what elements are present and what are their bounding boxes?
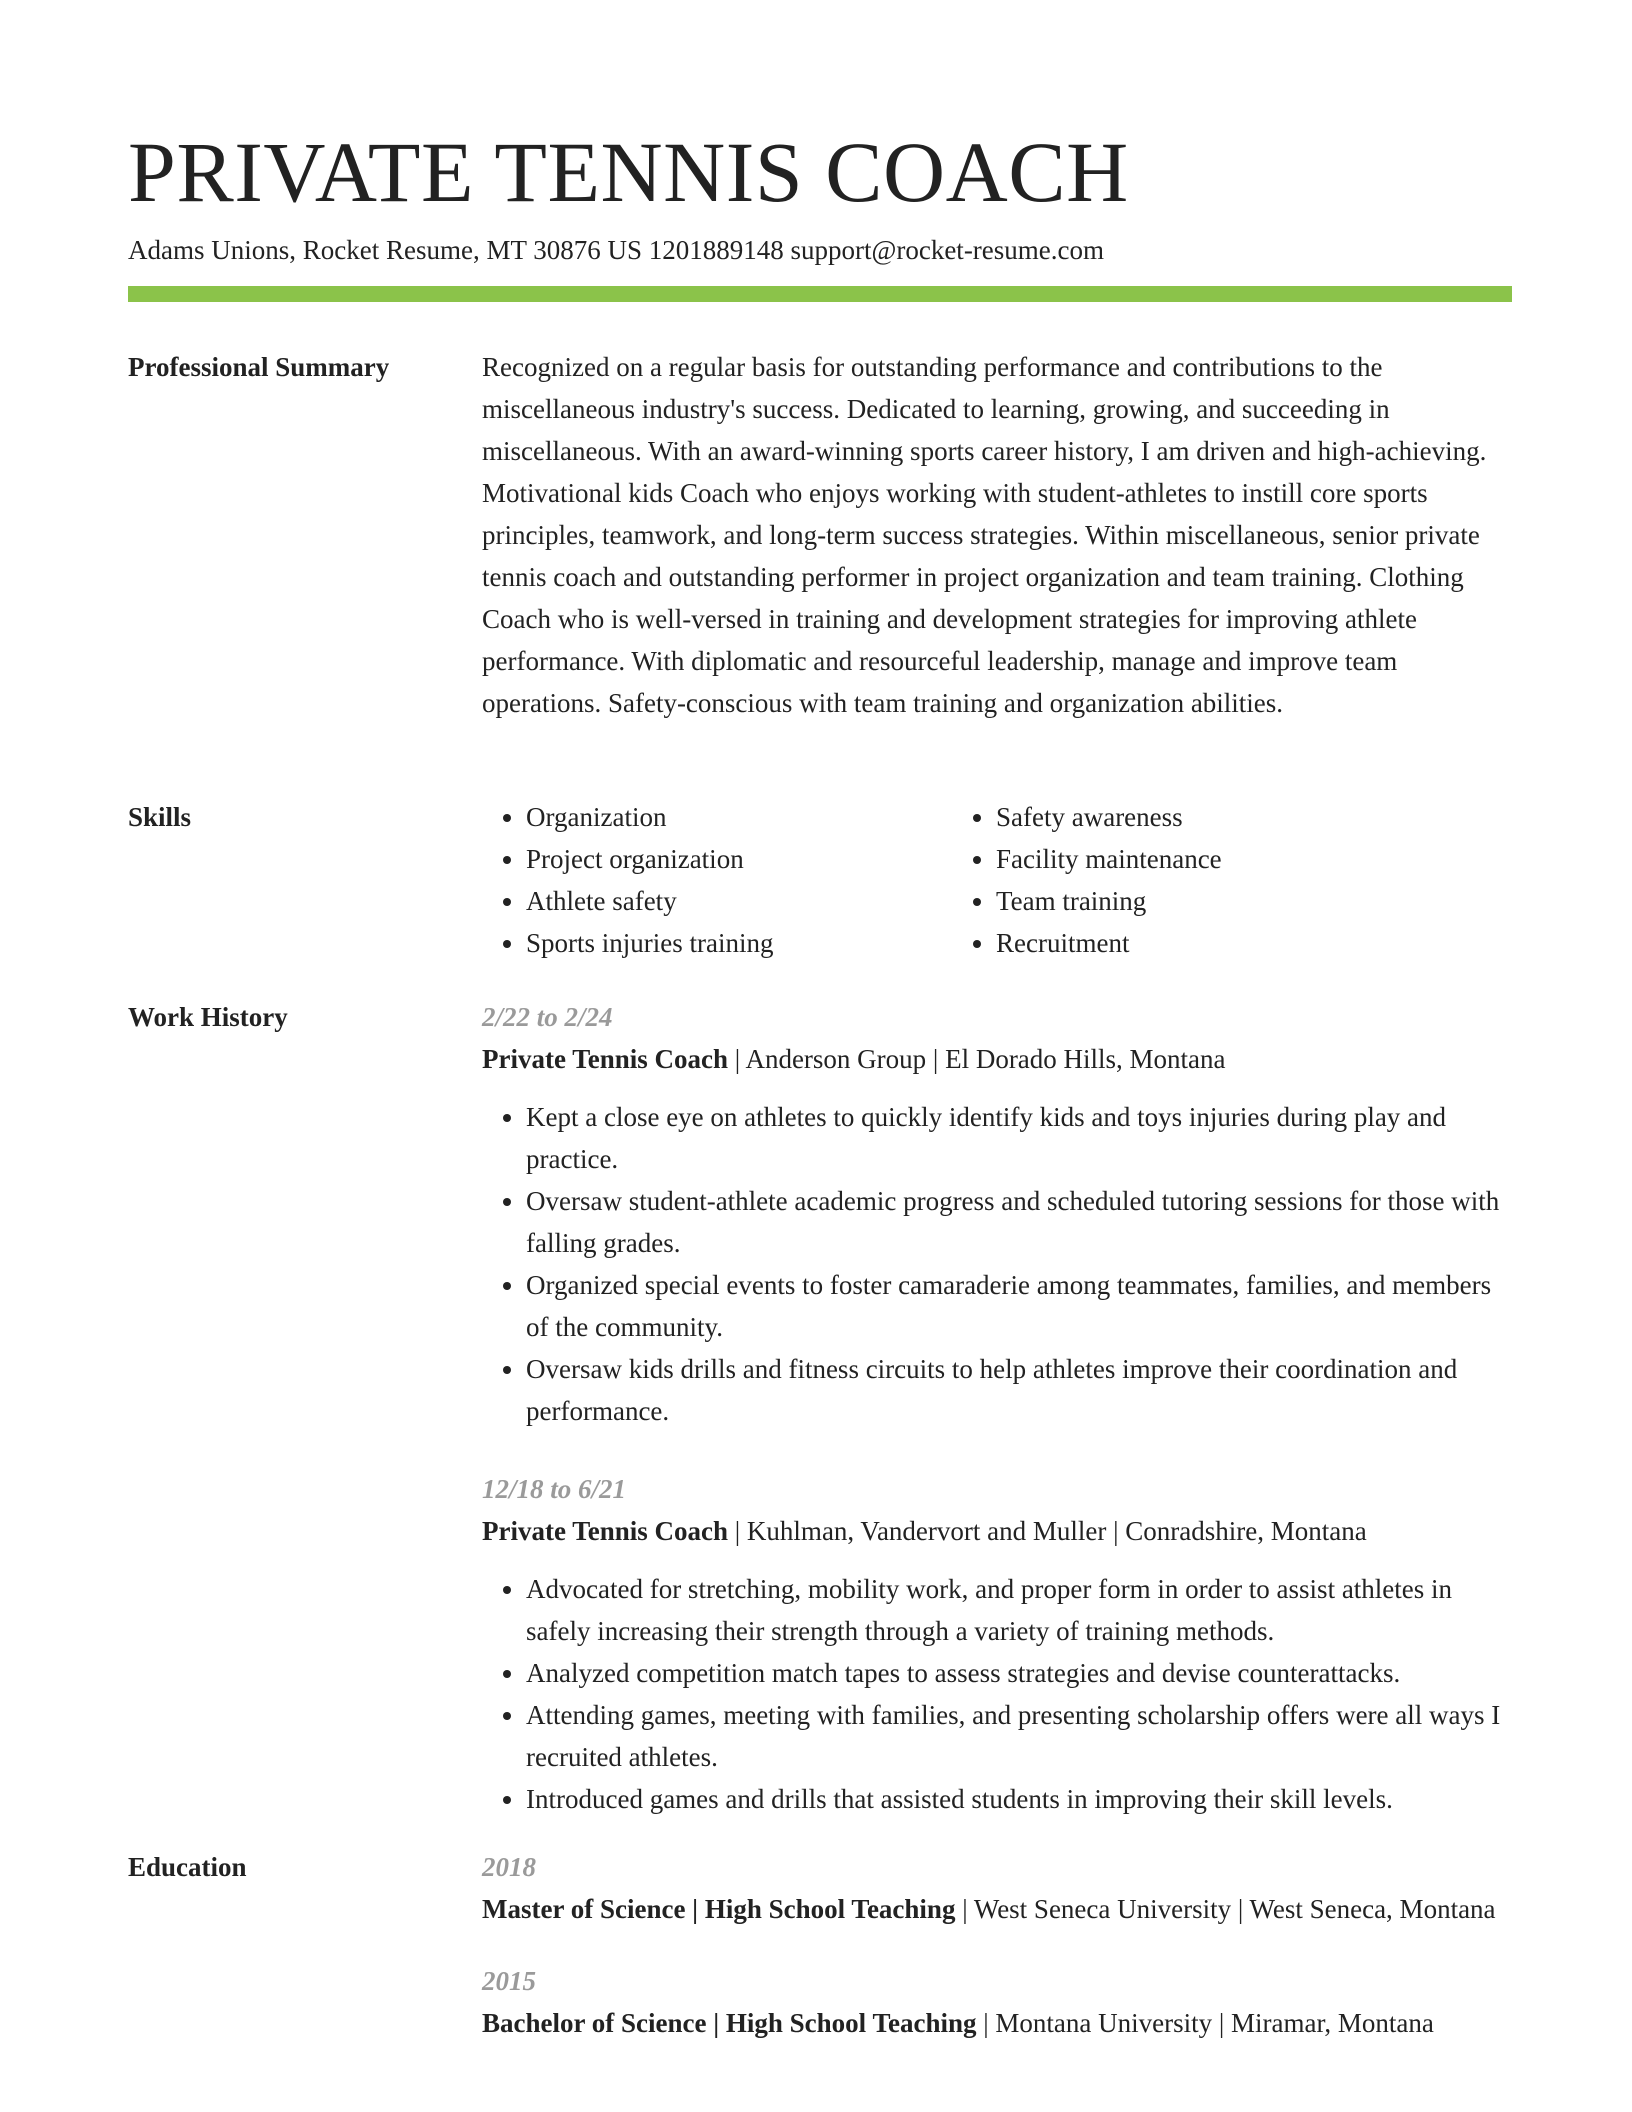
skill-item: • Facility maintenance <box>996 838 1512 880</box>
job-bullet: • Oversaw kids drills and fitness circuits to help athletes improve their coordination and performance. <box>526 1348 1512 1432</box>
job-bullet: • Oversaw student-athlete academic progress and scheduled tutoring sessions for those with falling grades. <box>526 1180 1512 1264</box>
job-bullet: • Organized special events to foster camaraderie among teammates, families, and members of the community. <box>526 1264 1512 1348</box>
job-dates: 2/22 to 2/24 <box>482 1002 613 1032</box>
job-bullet: • Introduced games and drills that assisted students in improving their skill levels. <box>526 1778 1512 1820</box>
education-details: | Montana University | Miramar, Montana <box>976 2008 1434 2038</box>
skill-item: • Athlete safety <box>526 880 944 922</box>
section-title-skills: Skills <box>128 802 192 832</box>
job-entry <box>482 996 1512 1432</box>
skills-grid <box>482 796 1512 964</box>
job-bullet: • Kept a close eye on athletes to quickly identify kids and toys injuries during play and practice. <box>526 1096 1512 1180</box>
section-title-education: Education <box>128 1852 247 1882</box>
summary-text: Recognized on a regular basis for outstanding performance and contributions to the miscellaneous industry's success. Dedicated to learning, growing, and succeeding in miscellaneous. With an award-winning sports career history, I am driven and high-achieving. Motivational kids Coach who enjoys working with student-athletes to instill core sports principles, teamwork, and long-term success strategies. Within miscellaneous, senior private tennis coach and outstanding performer in project organization and team training. Clothing Coach who is well-versed in training and development strategies for improving athlete performance. With diplomatic and resourceful leadership, manage and improve team operations. Safety-conscious with team training and organization abilities. <box>482 352 1487 718</box>
job-bullets <box>482 1568 1512 1820</box>
skill-item: • Team training <box>996 880 1512 922</box>
skills-list-left <box>482 796 944 964</box>
education-details: | West Seneca University | West Seneca, Montana <box>955 1894 1496 1924</box>
education-year: 2015 <box>482 1966 536 1996</box>
job-details: | Kuhlman, Vandervort and Muller | Conradshire, Montana <box>728 1516 1367 1546</box>
skill-item: • Safety awareness <box>996 796 1512 838</box>
skill-item: • Project organization <box>526 838 944 880</box>
education-line <box>482 2002 1512 2044</box>
education-entry <box>482 1960 1512 2044</box>
job-bullet: • Advocated for stretching, mobility work, and proper form in order to assist athletes in safely increasing their strength through a variety of training methods. <box>526 1568 1512 1652</box>
education-year: 2018 <box>482 1852 536 1882</box>
job-role: Private Tennis Coach <box>482 1044 729 1074</box>
contact-line: Adams Unions, Rocket Resume, MT 30876 US 1201889148 support@rocket-resume.com <box>128 235 1105 265</box>
job-bullet: • Attending games, meeting with families, and presenting scholarship offers were all ways I recruited athletes. <box>526 1694 1512 1778</box>
summary-body <box>482 346 1512 724</box>
skill-item: • Organization <box>526 796 944 838</box>
education-line <box>482 1888 1512 1930</box>
resume-title: PRIVATE TENNIS COACH <box>128 124 1129 220</box>
job-bullets <box>482 1096 1512 1432</box>
job-bullet: • Analyzed competition match tapes to assess strategies and devise counterattacks. <box>526 1652 1512 1694</box>
education-degree: Bachelor of Science | High School Teaching <box>482 2008 977 2038</box>
job-title-line <box>482 1510 1512 1552</box>
job-role: Private Tennis Coach <box>482 1516 729 1546</box>
accent-divider <box>128 286 1512 302</box>
education-degree: Master of Science | High School Teaching <box>482 1894 956 1924</box>
education-body <box>482 1846 1512 2074</box>
skill-item: • Sports injuries training <box>526 922 944 964</box>
section-title-summary: Professional Summary <box>128 352 390 382</box>
job-title-line <box>482 1038 1512 1080</box>
skills-list-right <box>944 796 1512 964</box>
skill-item: • Recruitment <box>996 922 1512 964</box>
job-dates: 12/18 to 6/21 <box>482 1474 627 1504</box>
section-title-work: Work History <box>128 1002 288 1032</box>
education-entry <box>482 1846 1512 1930</box>
job-entry <box>482 1468 1512 1820</box>
work-body <box>482 996 1512 1856</box>
job-details: | Anderson Group | El Dorado Hills, Montana <box>728 1044 1226 1074</box>
